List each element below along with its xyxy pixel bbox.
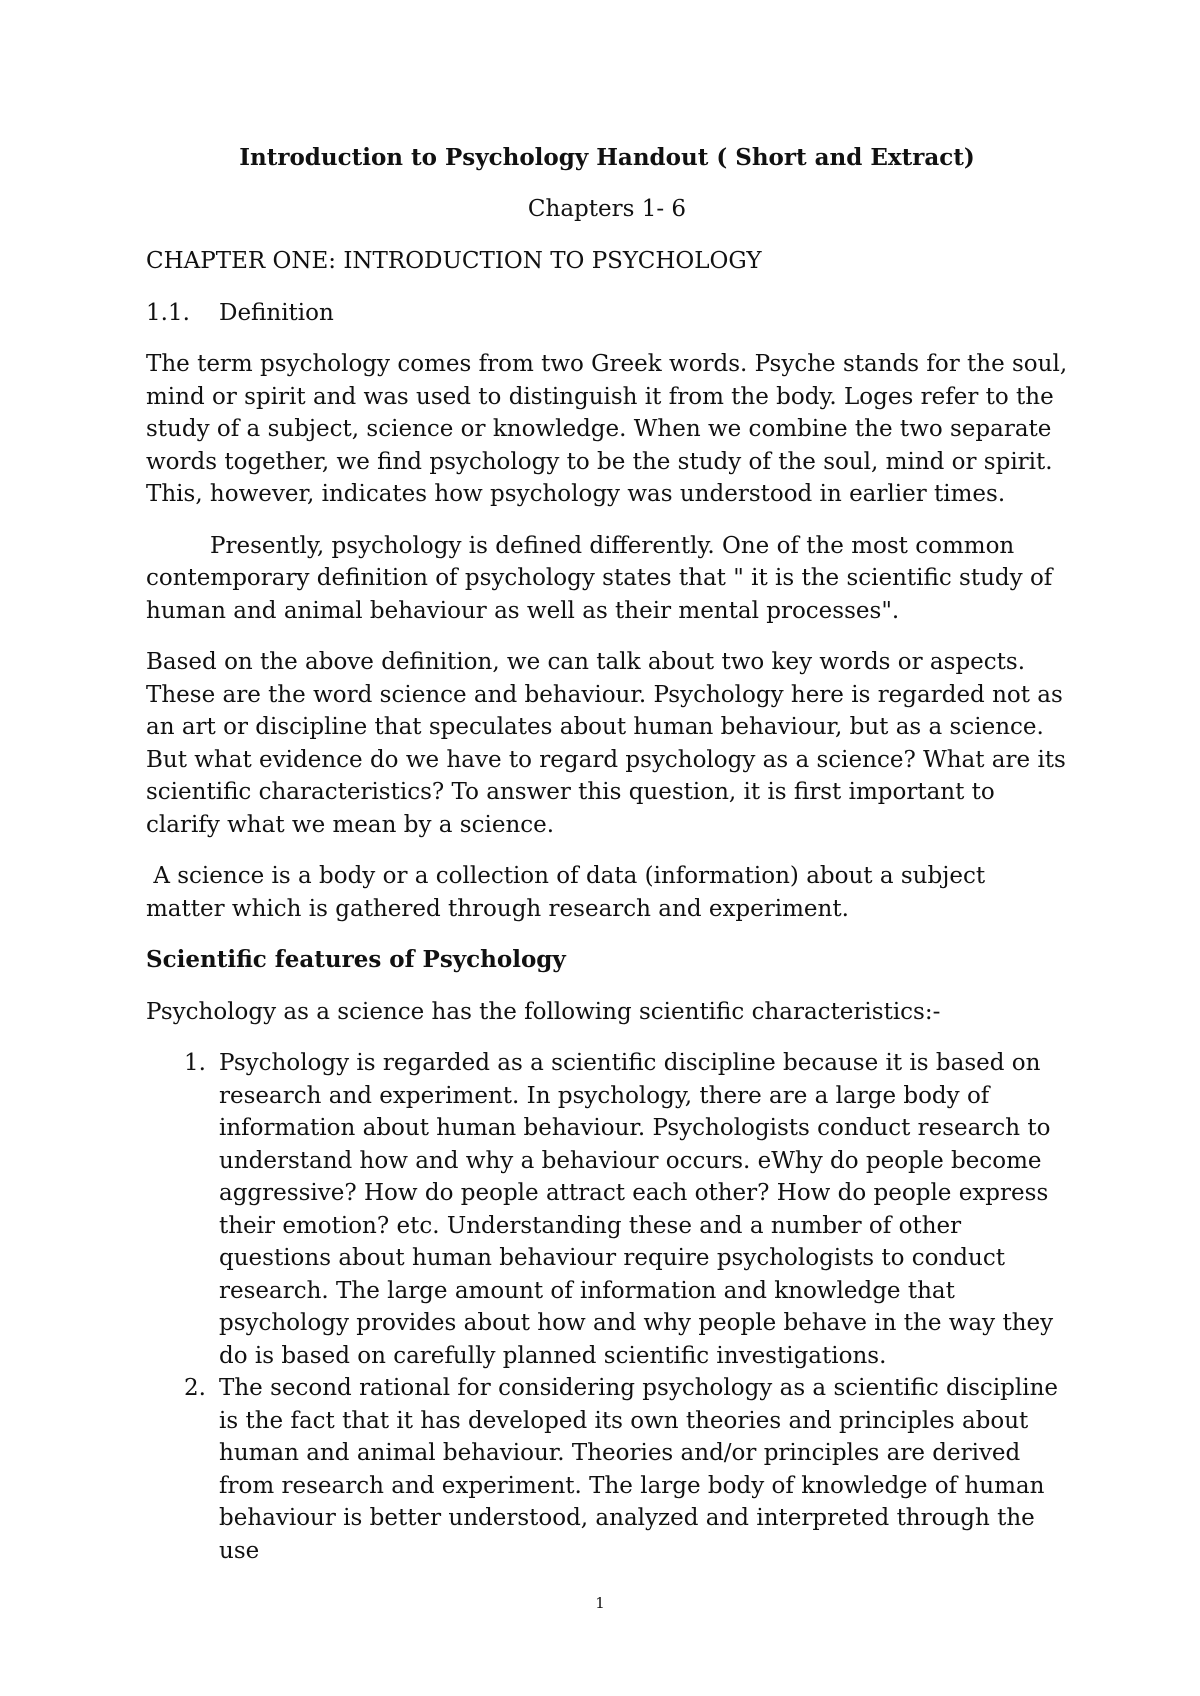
characteristics-list: [146, 1047, 1068, 1567]
section-title: Definition: [219, 299, 334, 326]
document-title: Introduction to Psychology Handout ( Short and Extract): [239, 144, 975, 171]
list-item-number: 1.: [184, 1050, 206, 1076]
list-intro: Psychology as a science has the following scientific characteristics:-: [146, 998, 941, 1025]
section-number: 1.1.: [146, 299, 190, 326]
paragraph-etymology: The term psychology comes from two Greek words. Psyche stands for the soul, mind or spirit and was used to distinguish it from the body. Loges refer to the study of a subject, science or knowledge. When we combine the two separate words together, we find psychology to be the study of the soul, mind or spirit. This, however, indicates how psychology was understood in earlier times.: [146, 351, 1068, 507]
list-item-number: 2.: [184, 1375, 206, 1401]
subheading-scientific-features: Scientific features of Psychology: [146, 946, 566, 973]
chapters-subtitle: Chapters 1- 6: [527, 195, 687, 222]
paragraph-definition: Presently, psychology is defined differently. One of the most common contemporary definition of psychology states that " it is the scientific study of human and animal behaviour as well as their mental processes".: [146, 532, 1053, 624]
list-item-text: Psychology is regarded as a scientific discipline because it is based on research and experiment. In psychology, there are a large body of information about human behaviour. Psychologists conduct research to understand how and why a behaviour occurs. eWhy do people become aggressive? How do people attract each other? How do people express their emotion? etc. Understanding these and a number of other questions about human behaviour require psychologists to conduct research. The large amount of information and knowledge that psychology provides about how and why people behave in the way they do is based on carefully planned scientific investigations.: [219, 1050, 1054, 1369]
list-item: [146, 1047, 1068, 1372]
paragraph-key-aspects: Based on the above definition, we can talk about two key words or aspects. These are the word science and behaviour. Psychology here is regarded not as an art or discipline that speculates about human behaviour, but as a science. But what evidence do we have to regard psychology as a science? What are its scientific characteristics? To answer this question, it is first important to clarify what we mean by a science.: [146, 649, 1066, 838]
list-item-text: The second rational for considering psychology as a scientific discipline is the fact that it has developed its own theories and principles about human and animal behaviour. Theories and/or principles are derived from research and experiment. The large body of knowledge of human behaviour is better understood, analyzed and interpreted through the use: [219, 1375, 1059, 1564]
page-number: 1: [595, 1594, 605, 1612]
page-content: [146, 142, 1068, 1567]
list-item: [146, 1372, 1068, 1567]
chapter-heading: CHAPTER ONE: INTRODUCTION TO PSYCHOLOGY: [146, 248, 762, 274]
paragraph-science: A science is a body or a collection of data (information) about a subject matter which is gathered through research and experiment.: [146, 863, 993, 922]
section-heading: [146, 297, 1068, 330]
